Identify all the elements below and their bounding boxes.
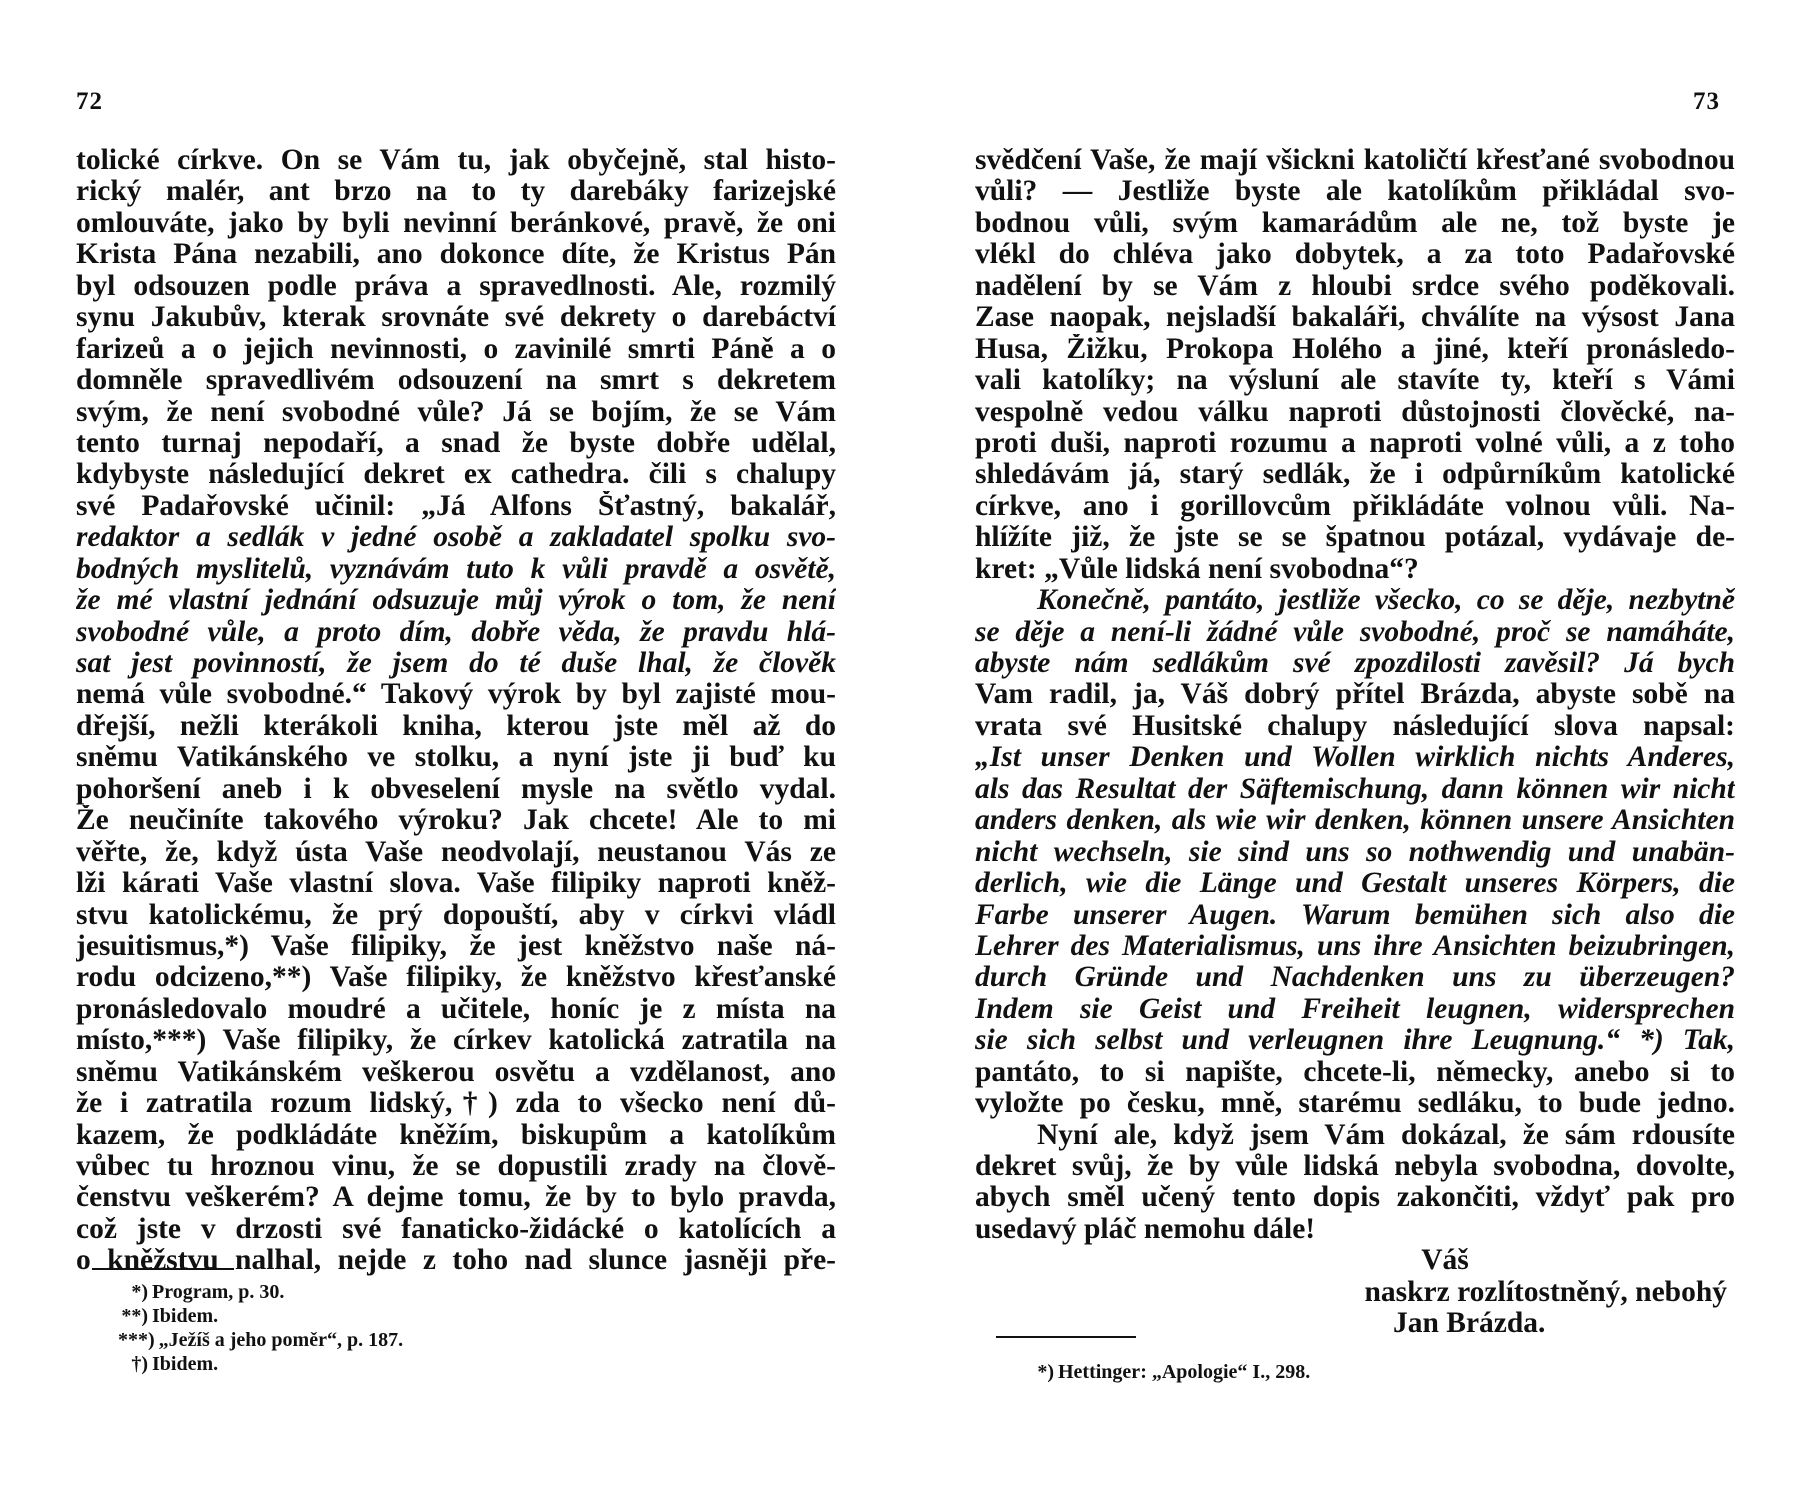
text-line: stvu katolickému, že prý dopouští, aby v církvi vládl <box>76 899 836 931</box>
text-line: pronásledovalo moudré a učitele, honíc je z místa na <box>76 993 836 1025</box>
footnote-text: Program, p. 30. <box>152 1281 285 1303</box>
footnote-text: Ibidem. <box>152 1353 219 1375</box>
text-line: pantáto, to si napište, chcete-li, německy, anebo si to <box>975 1056 1735 1088</box>
text-line: kazem, že podkládáte kněžím, biskupům a katolíkům <box>76 1119 836 1151</box>
text-line: čenstvu veškerém? A dejme tomu, že by to bylo pravda, <box>76 1182 836 1214</box>
text-line: Krista Pána nezabili, ano dokonce díte, že Kristus Pán <box>76 239 836 271</box>
text-line: byl odsouzen podle práva a spravedlnosti. Ale, rozmilý <box>76 270 836 302</box>
text-line: sněmu Vatikánského ve stolku, a nyní jste ji buď ku <box>76 742 836 774</box>
text-line: Farbe unserer Augen. Warum bemühen sich also die <box>975 899 1735 931</box>
footnote-mark: *) <box>1037 1361 1054 1383</box>
text-line: že mé vlastní jednání odsuzuje můj výrok o tom, že není <box>76 585 836 617</box>
text-line: vali katolíky; na výsluní ale stavíte ty, kteří s Vámi <box>975 365 1735 397</box>
footnote <box>1024 1360 1310 1384</box>
text-line: nadělení by se Vám z hloubi srdce svého poděkovali. <box>975 270 1735 302</box>
text-line: tento turnaj nepodaří, a snad že byste dobře udělal, <box>76 427 836 459</box>
text-line: Vam radil, ja, Váš dobrý přítel Brázda, abyste sobě na <box>975 679 1735 711</box>
text-line: nemá vůle svobodné.“ Takový výrok by byl zajisté mou- <box>76 679 836 711</box>
text-line: „Ist unser Denken und Wollen wirklich nichts Anderes, <box>975 742 1735 774</box>
text-line: vrata své Husitské chalupy následující slova napsal: <box>975 710 1735 742</box>
text-line: sat jest povinností, že jsem do té duše lhal, že člověk <box>76 648 836 679</box>
text-line: bodných myslitelů, vyznávám tuto k vůli pravdě a osvětě, <box>76 553 836 585</box>
text-line: derlich, wie die Länge und Gestalt unseres Körpers, die <box>975 868 1735 900</box>
text-line: vůli? — Jestliže byste ale katolíkům přikládal svo- <box>975 176 1735 208</box>
text-line: usedavý pláč nemohu dále! <box>975 1213 1316 1245</box>
text-line: Nyní ale, když jsem Vám dokázal, že sám rdousíte <box>1037 1119 1735 1151</box>
text-line: abych směl učený tento dopis zakončiti, vždyť pak pro <box>975 1182 1735 1214</box>
footnote-text: Ibidem. <box>152 1305 219 1327</box>
text-line: což jste v drzosti své fanaticko-židácké o katolících a <box>76 1213 836 1245</box>
signature-name: Jan Brázda. <box>1393 1308 1546 1340</box>
signature-line: naskrz rozlítostněný, nebohý <box>1364 1276 1727 1308</box>
left-page-body <box>76 145 836 1277</box>
text-line: dřejší, nežli kterákoli kniha, kterou jste měl až do <box>76 710 836 742</box>
text-line: shledávám já, starý sedlák, že i odpůrníkům katolické <box>975 459 1735 491</box>
text-line: svým, že není svobodné vůle? Já se bojím, že se Vám <box>76 396 836 428</box>
text-line: hlížíte již, že jste se se špatnou potázal, vydávaje de- <box>975 522 1735 554</box>
text-line: omlouváte, jako by byli nevinní beránkové, pravě, že oni <box>76 207 836 239</box>
text-line: farizeů a o jejich nevinnosti, o zavinilé smrti Páně a o <box>76 333 836 365</box>
footnotes-left <box>118 1280 403 1376</box>
text-line: vespolně vedou válku naproti důstojnosti člověcké, na- <box>975 396 1735 428</box>
text-line: jesuitismus,*) Vaše filipiky, že jest kněžstvo naše ná- <box>76 930 836 962</box>
text-line: se děje a není-li žádné vůle svobodné, proč se namáháte, <box>975 616 1735 648</box>
text-line: svědčení Vaše, že mají všickni katoličtí křesťané svobodnou <box>975 145 1735 176</box>
footnote <box>118 1304 403 1328</box>
footnote-mark: **) <box>121 1305 148 1327</box>
footnote-mark: ***) <box>118 1329 155 1351</box>
text-line: als das Resultat der Säftemischung, dann können wir nicht <box>975 773 1735 805</box>
footnote-text: „Ježíš a jeho poměr“, p. 187. <box>158 1329 404 1351</box>
text-line: rický malér, ant brzo na to ty darebáky farizejské <box>76 176 836 208</box>
text-line: lži kárati Vaše vlastní slova. Vaše filipiky naproti kněž- <box>76 868 836 900</box>
signature-salutation: Váš <box>1421 1245 1469 1277</box>
text-line: durch Gründe und Nachdenken uns zu überzeugen? <box>975 962 1735 994</box>
text-line: své Padařovské učinil: „Já Alfons Šťastný, bakalář, <box>76 490 836 522</box>
text-line: sie sich selbst und verleugnen ihre Leugnung.“ *) Tak, <box>975 1025 1735 1057</box>
footnote-rule-left <box>92 1268 234 1270</box>
text-line: místo,***) Vaše filipiky, že církev katolická zatratila na <box>76 1025 836 1057</box>
text-line: domněle spravedlivém odsouzení na smrt s dekretem <box>76 365 836 397</box>
text-line: redaktor a sedlák v jedné osobě a zakladatel spolku svo- <box>76 522 836 554</box>
page-number-right: 73 <box>1693 88 1720 115</box>
text-line: synu Jakubův, kterak srovnáte své dekrety o darebáctví <box>76 302 836 334</box>
footnote <box>118 1352 403 1376</box>
text-line: vyložte po česku, mně, starému sedláku, to bude jedno. <box>975 1088 1735 1120</box>
right-page-body <box>975 145 1735 1340</box>
footnote <box>118 1328 403 1352</box>
footnote-rule-right <box>996 1336 1136 1338</box>
text-line: nicht wechseln, sie sind uns so nothwendig und unabän- <box>975 836 1735 868</box>
text-line: sněmu Vatikánském veškerou osvětu a vzdělanost, ano <box>76 1056 836 1088</box>
text-line: Že neučiníte takového výroku? Jak chcete! Ale to mi <box>76 805 836 837</box>
text-line: dekret svůj, že by vůle lidská nebyla svobodna, dovolte, <box>975 1151 1735 1182</box>
footnote <box>118 1280 403 1304</box>
text-line: abyste nám sedlákům své zpozdilosti zavěsil? Já bych <box>975 648 1735 679</box>
footnote-mark: *) <box>131 1281 148 1303</box>
text-line: Konečně, pantáto, jestliže všecko, co se děje, nezbytně <box>1037 585 1735 617</box>
text-line: Indem sie Geist und Freiheit leugnen, widersprechen <box>975 993 1735 1025</box>
text-line: věřte, že, když ústa Vaše neodvolají, neustanou Vás ze <box>76 836 836 868</box>
footnote-text: Hettinger: „Apologie“ I., 298. <box>1058 1361 1311 1383</box>
text-line: vůbec tu hroznou vinu, že se dopustili zrady na člově- <box>76 1151 836 1182</box>
text-line: anders denken, als wie wir denken, können unsere Ansichten <box>975 805 1735 837</box>
page-number-left: 72 <box>76 88 103 115</box>
text-line: Lehrer des Materialismus, uns ihre Ansichten beizubringen, <box>975 930 1735 962</box>
text-line: bodnou vůli, svým kamarádům ale ne, tož byste je <box>975 207 1735 239</box>
text-line: proti duši, naproti rozumu a naproti volné vůli, a z toho <box>975 427 1735 459</box>
footnotes-right <box>1024 1360 1310 1384</box>
text-line: Husa, Žižku, Prokopa Holého a jiné, kteří pronásledo- <box>975 333 1735 365</box>
text-line: rodu odcizeno,**) Vaše filipiky, že kněžstvo křesťanské <box>76 962 836 994</box>
text-line: Zase naopak, nejsladší bakaláři, chválíte na výsost Jana <box>975 302 1735 334</box>
text-line: církve, ano i gorillovcům přikládáte volnou vůli. Na- <box>975 490 1735 522</box>
text-line: kdybyste následující dekret ex cathedra. čili s chalupy <box>76 459 836 491</box>
text-line: že i zatratila rozum lidský,†) zda to všecko není dů- <box>76 1088 836 1120</box>
text-line: vlékl do chléva jako dobytek, a za toto Padařovské <box>975 239 1735 271</box>
text-line: o kněžstvu nalhal, nejde z toho nad slunce jasněji pře- <box>76 1245 836 1277</box>
text-line: kret: „Vůle lidská není svobodna“? <box>975 553 1419 585</box>
footnote-mark: †) <box>131 1353 148 1375</box>
text-line: svobodné vůle, a proto dím, dobře věda, že pravdu hlá- <box>76 616 836 648</box>
text-line: tolické církve. On se Vám tu, jak obyčejně, stal histo- <box>76 145 836 176</box>
text-line: pohoršení aneb i k obveselení mysle na světlo vydal. <box>76 773 836 805</box>
